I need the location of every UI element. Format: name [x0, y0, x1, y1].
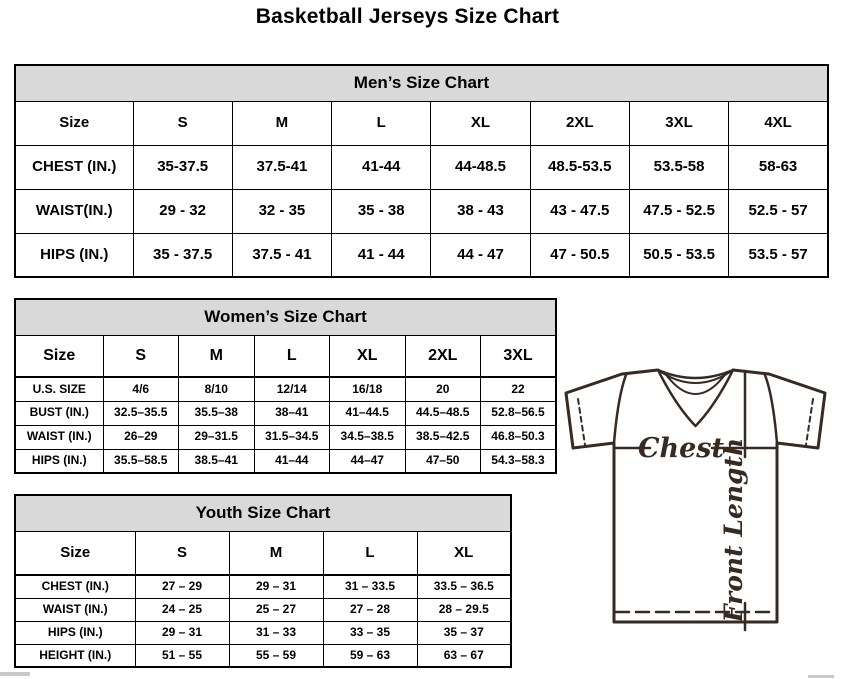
- row-label: HIPS (IN.): [15, 449, 103, 473]
- size-cell: 41-44: [332, 145, 431, 189]
- size-cell: 38–41: [254, 401, 330, 425]
- jersey-outline: [566, 370, 825, 622]
- column-header: M: [229, 531, 323, 575]
- bottom-right-edge-artifact: [808, 675, 834, 678]
- size-cell: 8/10: [179, 377, 255, 401]
- size-cell: 52.8–56.5: [481, 401, 557, 425]
- row-label: CHEST (IN.): [15, 145, 133, 189]
- chest-label: Chest: [638, 433, 724, 464]
- size-cell: 43 - 47.5: [530, 189, 629, 233]
- size-cell: 20: [405, 377, 481, 401]
- size-cell: 48.5-53.5: [530, 145, 629, 189]
- cuff-stitch-right: [806, 399, 813, 445]
- column-header: S: [133, 101, 232, 145]
- size-cell: 47 - 50.5: [530, 233, 629, 277]
- row-label: WAIST (IN.): [15, 425, 103, 449]
- size-cell: 53.5-58: [629, 145, 728, 189]
- mens-size-chart-table: [14, 64, 829, 278]
- column-header: M: [232, 101, 331, 145]
- size-cell: 34.5–38.5: [330, 425, 406, 449]
- column-header: XL: [417, 531, 511, 575]
- size-cell: 58-63: [729, 145, 828, 189]
- column-header: Size: [15, 531, 135, 575]
- size-cell: 31 – 33.5: [323, 575, 417, 598]
- size-cell: 4/6: [103, 377, 179, 401]
- size-cell: 32 - 35: [232, 189, 331, 233]
- size-cell: 31 – 33: [229, 621, 323, 644]
- column-header: XL: [330, 335, 406, 377]
- row-label: WAIST(IN.): [15, 189, 133, 233]
- size-cell: 59 – 63: [323, 644, 417, 667]
- size-cell: 26–29: [103, 425, 179, 449]
- youth-size-chart-table: [14, 494, 512, 668]
- size-cell: 28 – 29.5: [417, 598, 511, 621]
- mens-chart-header-row: [15, 65, 828, 101]
- column-header: 4XL: [729, 101, 828, 145]
- bottom-left-edge-artifact: [0, 672, 30, 676]
- column-header: L: [323, 531, 417, 575]
- size-cell: 50.5 - 53.5: [629, 233, 728, 277]
- size-cell: 12/14: [254, 377, 330, 401]
- table-row: [15, 377, 556, 401]
- cuff-stitch-left: [578, 399, 585, 445]
- size-cell: 27 – 28: [323, 598, 417, 621]
- size-cell: 41–44.5: [330, 401, 406, 425]
- size-cell: 33 – 35: [323, 621, 417, 644]
- row-label: HEIGHT (IN.): [15, 644, 135, 667]
- table-row: [15, 449, 556, 473]
- table-row: [15, 233, 828, 277]
- size-cell: 44 - 47: [431, 233, 530, 277]
- youth-column-header-row: [15, 531, 511, 575]
- youth-chart-header-row: [15, 495, 511, 531]
- jersey-measurement-diagram: [556, 358, 843, 670]
- page-title: Basketball Jerseys Size Chart: [255, 5, 560, 28]
- size-cell: 29 – 31: [229, 575, 323, 598]
- row-label: BUST (IN.): [15, 401, 103, 425]
- womens-column-header-row: [15, 335, 556, 377]
- column-header: XL: [431, 101, 530, 145]
- youth-chart-title: Youth Size Chart: [15, 495, 511, 531]
- table-row: [15, 598, 511, 621]
- column-header: S: [103, 335, 179, 377]
- size-cell: 38 - 43: [431, 189, 530, 233]
- table-row: [15, 621, 511, 644]
- column-header: 3XL: [629, 101, 728, 145]
- size-cell: 54.3–58.3: [481, 449, 557, 473]
- size-cell: 35.5–58.5: [103, 449, 179, 473]
- size-cell: 38.5–41: [179, 449, 255, 473]
- size-cell: 46.8–50.3: [481, 425, 557, 449]
- size-cell: 38.5–42.5: [405, 425, 481, 449]
- column-header: Size: [15, 101, 133, 145]
- mens-column-header-row: [15, 101, 828, 145]
- sleeve-seam-right: [765, 375, 777, 443]
- size-cell: 35.5–38: [179, 401, 255, 425]
- column-header: M: [179, 335, 255, 377]
- size-cell: 27 – 29: [135, 575, 229, 598]
- front-length-label: Front Length: [719, 437, 748, 623]
- size-cell: 47.5 - 52.5: [629, 189, 728, 233]
- size-cell: 37.5-41: [232, 145, 331, 189]
- size-cell: 63 – 67: [417, 644, 511, 667]
- size-cell: 55 – 59: [229, 644, 323, 667]
- size-cell: 32.5–35.5: [103, 401, 179, 425]
- row-label: CHEST (IN.): [15, 575, 135, 598]
- size-cell: 31.5–34.5: [254, 425, 330, 449]
- table-row: [15, 425, 556, 449]
- size-cell: 35 - 38: [332, 189, 431, 233]
- mens-chart-title: Men’s Size Chart: [15, 65, 828, 101]
- row-label: WAIST (IN.): [15, 598, 135, 621]
- column-header: 2XL: [405, 335, 481, 377]
- row-label: HIPS (IN.): [15, 233, 133, 277]
- womens-chart-header-row: [15, 299, 556, 335]
- table-row: [15, 575, 511, 598]
- size-cell: 51 – 55: [135, 644, 229, 667]
- size-cell: 29 - 32: [133, 189, 232, 233]
- size-cell: 25 – 27: [229, 598, 323, 621]
- size-cell: 35 - 37.5: [133, 233, 232, 277]
- column-header: 3XL: [481, 335, 557, 377]
- size-cell: 44-48.5: [431, 145, 530, 189]
- column-header: L: [254, 335, 330, 377]
- size-cell: 44–47: [330, 449, 406, 473]
- column-header: S: [135, 531, 229, 575]
- size-cell: 16/18: [330, 377, 406, 401]
- size-cell: 44.5–48.5: [405, 401, 481, 425]
- column-header: Size: [15, 335, 103, 377]
- size-cell: 35 – 37: [417, 621, 511, 644]
- size-cell: 37.5 - 41: [232, 233, 331, 277]
- size-cell: 29–31.5: [179, 425, 255, 449]
- row-label: HIPS (IN.): [15, 621, 135, 644]
- column-header: L: [332, 101, 431, 145]
- table-row: [15, 401, 556, 425]
- size-cell: 53.5 - 57: [729, 233, 828, 277]
- size-cell: 33.5 – 36.5: [417, 575, 511, 598]
- size-cell: 41 - 44: [332, 233, 431, 277]
- size-cell: 29 – 31: [135, 621, 229, 644]
- size-cell: 22: [481, 377, 557, 401]
- sleeve-seam-left: [614, 375, 626, 443]
- size-cell: 47–50: [405, 449, 481, 473]
- size-cell: 24 – 25: [135, 598, 229, 621]
- size-cell: 41–44: [254, 449, 330, 473]
- row-label: U.S. SIZE: [15, 377, 103, 401]
- size-cell: 35-37.5: [133, 145, 232, 189]
- size-cell: 52.5 - 57: [729, 189, 828, 233]
- womens-chart-title: Women’s Size Chart: [15, 299, 556, 335]
- table-row: [15, 145, 828, 189]
- column-header: 2XL: [530, 101, 629, 145]
- table-row: [15, 644, 511, 667]
- womens-size-chart-table: [14, 298, 557, 474]
- table-row: [15, 189, 828, 233]
